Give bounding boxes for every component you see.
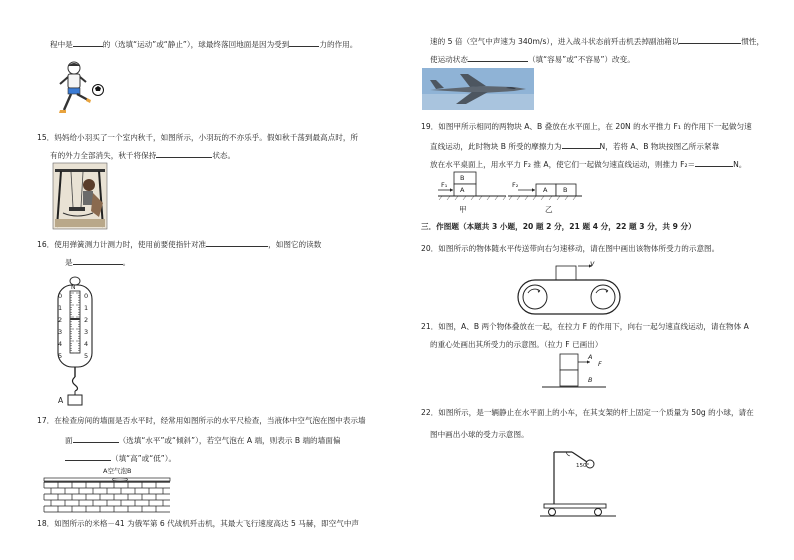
q17-line-1: 17．在检查房间的墙面是否水平时，经常用如图所示的水平尺检查，当液体中空气泡在图中表示墙 [37,416,366,425]
level-ruler-label: A空气泡B [103,467,132,475]
q19-blank-1[interactable] [562,140,600,149]
q19-line-1: 19．如图甲所示相同的两物块 A、B 叠放在水平面上，在 20N 的水平推力 F₁ 的作用下一起做匀速 [421,122,752,131]
conveyor-velocity-label: v [590,259,595,268]
q21-line-2: 的重心处画出其所受力的示意图。（拉力 F 已画出） [430,340,603,349]
q22-line-1: 22．如图所示，是一辆静止在水平面上的小车，在其支架的杆上固定一个质量为 50g 的小球，请在 [421,408,754,417]
scale-left-label: 2 [58,316,63,324]
q16-line-1: 16．使用弹簧测力计测力时，使用前要使指针对准 ，如图它的读数 [37,240,322,249]
q16-blank-2[interactable] [73,256,123,265]
fig-b-label-a: A [543,186,548,194]
q17-blank-1[interactable] [73,434,119,443]
q21-label-b: B [588,376,593,384]
scale-right-label: 1 [84,304,89,312]
scale-right-label: 3 [84,328,89,336]
fig-a-force-label: F₁ [441,181,448,189]
fig-b-label-b: B [563,186,568,194]
q21-label-a: A [588,353,593,361]
fighter-jet-photo [422,68,534,110]
soccer-player-figure [56,60,106,118]
scale-right-label: 2 [84,316,89,324]
fig-b-force-label: F₂ [512,181,519,189]
fig-a-label-a: A [460,186,465,194]
q19-line-3: 放在水平桌面上，用水平力 F₂ 推 A，使它们一起做匀速直线运动，则推力 F₂＝ N。 [430,160,747,169]
conveyor-belt-figure [514,260,624,318]
q14-blank-1[interactable] [73,38,103,47]
q16-blank-1[interactable] [206,238,268,247]
scale-left-label: 4 [58,340,63,348]
scale-left-label: 3 [58,328,63,336]
q19-figure-stacked [438,170,510,206]
fig-a-caption: 甲 [459,205,467,214]
q16-line-2: 是 。 [65,258,131,267]
q20-line-1: 20．如图所示的物体随水平传送带向右匀速移动，请在图中画出该物体所受力的示意图。 [421,244,720,253]
section-3-title: 三．作图题（本题共 3 小题，20 题 2 分，21 题 4 分，22 题 3 分，共 9 分） [421,222,696,231]
q21-blocks-figure [540,352,612,392]
q18-line-1: 18．如图所示的米格－41 为俄军第 6 代战机歼击机，其最大飞行速度高达 5 马赫，即空气中声 [37,519,360,528]
q15-line-1: 15．妈妈给小羽买了一个室内秋千，如图所示，小羽玩的不亦乐乎。假如秋千荡到最高点时，所 [37,133,359,142]
q17-line-2: 面 （选填“水平”或“倾斜”），若空气泡在 A 端，则表示 B 端的墙面偏 [65,436,341,445]
q19-line-2: 直线运动，此时物块 B 所受的摩擦力为 N，若将 A、B 物块按图乙所示紧靠 [430,142,720,151]
q22-line-2: 图中画出小球的受力示意图。 [430,430,529,439]
fig-a-label-b: B [460,174,465,182]
q17-blank-2[interactable] [65,452,111,461]
q21-label-f: F [598,360,602,368]
spring-scale-weight-label: A [58,396,64,405]
q15-blank[interactable] [156,149,212,158]
scale-right-label: 0 [84,292,89,300]
level-ruler-wall-figure [44,474,170,512]
q18-tail-line-2: 使运动状态 （填“容易”或“不容易”）改变。 [430,55,635,64]
q19-blank-2[interactable] [695,158,733,167]
q22-cart-figure [540,448,620,520]
q14-tail-line: 程中是 的（选填“运动”或“静止”），球最终落回地面是因为受到 力的作用。 [50,40,358,49]
indoor-swing-photo [53,163,107,229]
q18-tail-line-1: 速的 5 倍（空气中声速为 340m/s），进入战斗状态前歼击机丢掉副油箱以 惯性， [430,37,765,46]
q18-blank-2[interactable] [468,53,528,62]
fig-b-caption: 乙 [545,205,553,214]
q21-line-1: 21．如图，A、B 两个物体叠放在一起，在拉力 F 的作用下，向右一起匀速直线运动，请在物体 A [421,322,749,331]
scale-left-label: 5 [58,352,63,360]
scale-right-label: 5 [84,352,89,360]
q17-line-3: （填“高”或“低”）。 [65,452,176,464]
scale-left-label: 1 [58,304,63,312]
q18-blank-1[interactable] [679,35,741,44]
q22-angle-label: 150° [576,463,590,469]
q14-blank-2[interactable] [289,38,319,47]
scale-right-label: 4 [84,340,89,348]
spring-scale-unit: N [71,284,76,291]
q15-line-2: 有的外力全部消失，秋千将保持 状态。 [50,151,236,160]
scale-left-label: 0 [58,292,63,300]
